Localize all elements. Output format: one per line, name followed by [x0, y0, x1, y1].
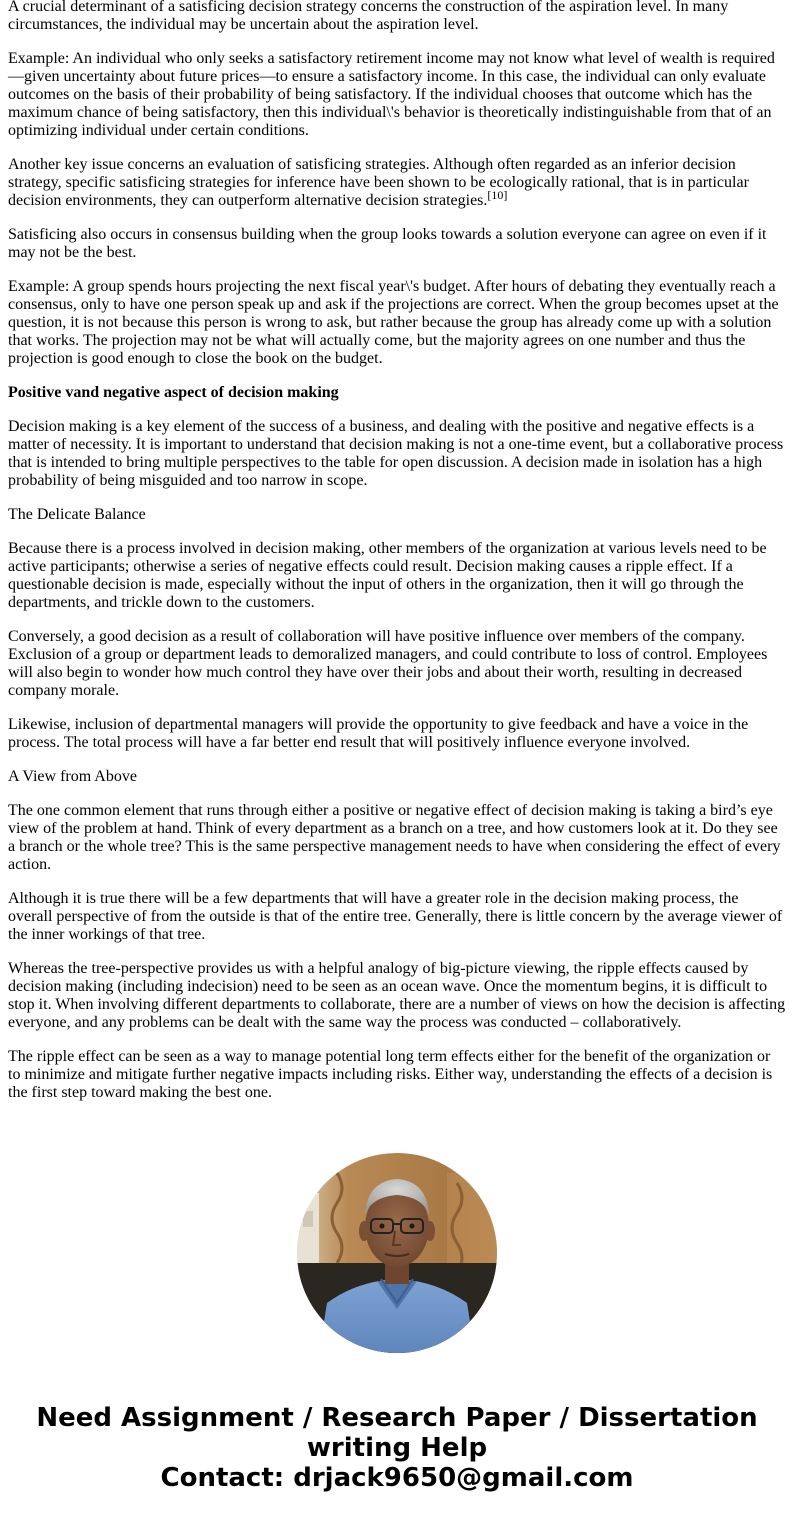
section-heading-decision-making: Positive vand negative aspect of decision making [8, 384, 339, 401]
paragraph-entire-tree: Although it is true there will be a few departments that will have a greater role in the decision making process, the overall perspective of from the outside is that of the entire tree. Generally, there is little concern by the average viewer of the inner workings of that tree. [8, 890, 783, 943]
paragraph-birds-eye-view: The one common element that runs through either a positive or negative effect of decision making is taking a bird’s eye view of the problem at hand. Think of every department as a branch on a tree, and how customers look at it. Do they see a branch or the whole tree? This is the same perspective management needs to have when considering the effect of every action. [8, 802, 781, 873]
paragraph-collaboration: Conversely, a good decision as a result of collaboration will have positive influence over members of the company. Exclusion of a group or department leads to demoralized managers, and could contribute to loss of control. Employees will also begin to wonder how much control they have over their jobs and about their worth, resulting in decreased company morale. [8, 628, 768, 699]
paragraph-retirement-example: Example: An individual who only seeks a satisfactory retirement income may not know what level of wealth is required—given uncertainty about future prices—to ensure a satisfactory income. In this case, the individual can only evaluate outcomes on the basis of their probability of being satisfactory. If the individual chooses that outcome which has the maximum chance of being satisfactory, then this individual\'s behavior is theoretically indistinguishable from that of an optimizing individual under certain conditions. [8, 50, 775, 139]
paragraph-budget-example: Example: A group spends hours projecting the next fiscal year\'s budget. After hours of debating they eventually reach a consensus, only to have one person speak up and ask if the projections are correct. When the group becomes upset at the question, it is not because this person is wrong to ask, but rather because the group has already come up with a solution that works. The projection may not be what will actually come, but the majority agrees on one number and thus the projection is good enough to close the book on the budget. [8, 278, 779, 367]
paragraph-aspiration-level: A crucial determinant of a satisficing decision strategy concerns the construction of the aspiration level. In many circumstances, the individual may be uncertain about the aspiration level. [8, 0, 729, 33]
paragraph-satisficing-strategies [8, 156, 786, 210]
author-photo [297, 1153, 497, 1353]
article-body [8, 0, 786, 1118]
paragraph-consensus-building: Satisficing also occurs in consensus building when the group looks towards a solution everyone can agree on even if it may not be the best. [8, 226, 767, 261]
paragraph-inclusion: Likewise, inclusion of departmental managers will provide the opportunity to give feedback and have a voice in the process. The total process will have a far better end result that will positively influence everyone involved. [8, 716, 749, 751]
paragraph-ripple-effect: Because there is a process involved in decision making, other members of the organization at various levels need to be active participants; otherwise a series of negative effects could result. Decision making causes a ripple effect. If a questionable decision is made, especially without the input of others in the organization, then it will go through the departments, and trickle down to the customers. [8, 540, 767, 611]
paragraph-decision-making-key: Decision making is a key element of the success of a business, and dealing with the positive and negative effects is a matter of necessity. It is important to understand that decision making is not a one-time event, but a collaborative process that is intended to bring multiple perspectives to the table for open discussion. A decision made in isolation has a high probability of being misguided and too narrow in scope. [8, 418, 784, 489]
subheading-view-from-above: A View from Above [8, 768, 137, 785]
author-photo-icon [297, 1153, 497, 1353]
paragraph-long-term-effects: The ripple effect can be seen as a way to manage potential long term effects either for the benefit of the organization or to minimize and mitigate further negative impacts including risks. Either way, understanding the effects of a decision is the first step toward making the best one. [8, 1048, 773, 1101]
paragraph-ocean-wave: Whereas the tree-perspective provides us with a helpful analogy of big-picture viewing, the ripple effects caused by decision making (including indecision) need to be seen as an ocean wave. Once the momentum begins, it is difficult to stop it. When involving different departments to collaborate, there are a number of views on how the decision is affecting everyone, and any problems can be dealt with the same way the process was conducted – collaboratively. [8, 960, 786, 1031]
promo-contact-email[interactable]: Contact: drjack9650@gmail.com [160, 1463, 634, 1493]
subheading-delicate-balance: The Delicate Balance [8, 506, 146, 523]
paragraph-satisficing-strategies-text: Another key issue concerns an evaluation of satisficing strategies. Although often regarded as an inferior decision strategy, specific satisficing strategies for inference have been shown to be ecologically rational, that is in particular decision environments, they can outperform alternative decision strategies. [8, 156, 749, 209]
citation-reference[interactable]: [10] [487, 188, 508, 202]
promo-headline: Need Assignment / Research Paper / Dissertation writing Help [36, 1403, 758, 1463]
contact-banner [0, 1403, 794, 1493]
